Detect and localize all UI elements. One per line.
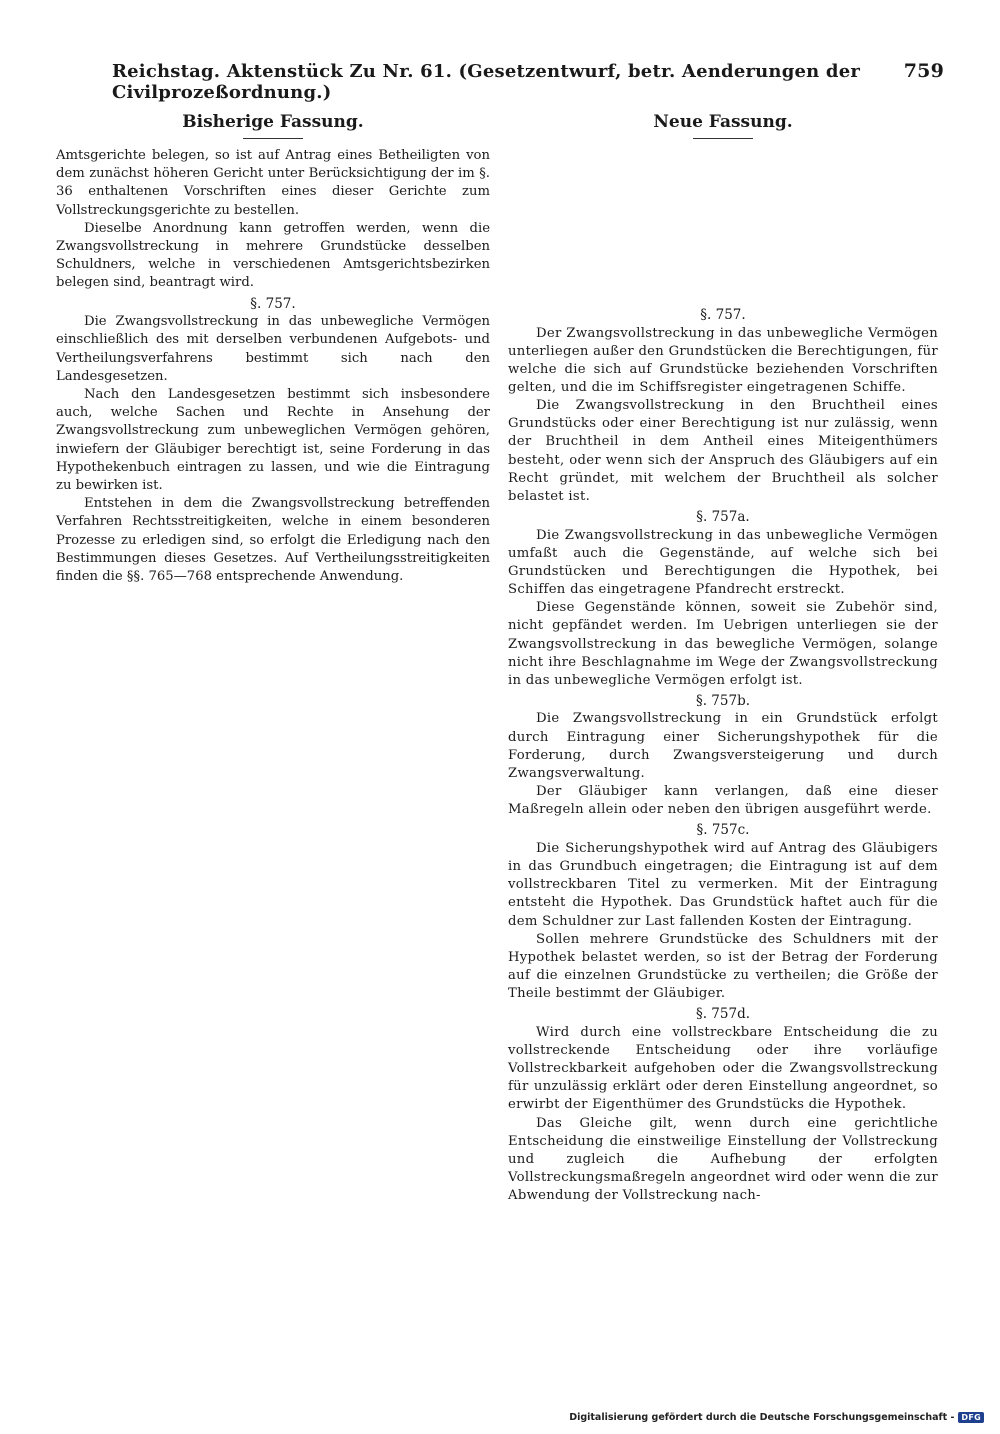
paragraph: Die Zwangsvollstreckung in das unbewegliche Vermögen umfaßt auch die Gegenstände, auf welche sich bei Grundstücken und Berechtigungen die Hypothek, bei Schiffen das eingetragene Pfandrecht erstreckt. — [508, 527, 938, 598]
paragraph: Sollen mehrere Grundstücke des Schuldners mit der Hypothek belastet werden, so ist der Betrag der Forderung auf die einzelnen Grundstücke zu vertheilen; die Größe der Theile bestimmt der Gläubiger. — [508, 931, 938, 1002]
paragraph: Nach den Landesgesetzen bestimmt sich insbesondere auch, welche Sachen und Rechte in Ansehung der Zwangsvollstreckung zum unbeweglichen Vermögen gehören, inwiefern der Gläubiger berechtigt ist, seine Forderung in das Hypothekenbuch eintragen zu lassen, und wie die Eintragung zu bewirken ist. — [56, 386, 490, 493]
paragraph: Wird durch eine vollstreckbare Entscheidung die zu vollstreckende Entscheidung oder ihre vorläufige Vollstreckbarkeit aufgehoben oder die Zwangsvollstreckung für unzulässig erklärt oder deren Einstellung angeordnet, so erwirbt der Eigenthümer des Grundstücks die Hypothek. — [508, 1024, 938, 1113]
section-heading-757b: §. 757b. — [695, 692, 751, 709]
column-new-version — [508, 112, 938, 1205]
section-heading-757c: §. 757c. — [696, 822, 750, 839]
title-rule — [243, 138, 303, 139]
title-rule — [693, 138, 753, 139]
section-heading-757: §. 757. — [700, 307, 746, 323]
column-previous-version — [56, 112, 490, 586]
paragraph: Amtsgerichte belegen, so ist auf Antrag eines Betheiligten von dem zunächst höheren Gericht unter Berücksichtigung der im §. 36 enthaltenen Vorschriften eines dieser Gerichte zum Vollstreckungsgerichte zu bestellen. — [56, 148, 490, 218]
paragraph: Dieselbe Anordnung kann getroffen werden, wenn die Zwangsvollstreckung in mehrere Grundstücke desselben Schuldners, welche in verschiedenen Amtsgerichtsbezirken belegen sind, beantragt wird. — [56, 220, 490, 291]
paragraph: Diese Gegenstände können, soweit sie Zubehör sind, nicht gepfändet werden. Im Uebrigen unterliegen sie der Zwangsvollstreckung in das bewegliche Vermögen, solange nicht ihre Beschlagnahme im Wege der Zwangsvollstreckung in das unbewegliche Vermögen erfolgt ist. — [508, 600, 938, 688]
paragraph: Die Zwangsvollstreckung in ein Grundstück erfolgt durch Eintragung einer Sicherungshypothek für die Forderung, durch Zwangsversteigerung und durch Zwangsverwaltung. — [508, 711, 938, 781]
digitization-footer — [569, 1412, 984, 1423]
page-number: 759 — [903, 60, 944, 82]
column-title-previous: Bisherige Fassung. — [182, 112, 364, 132]
header-title: Reichstag. Aktenstück Zu Nr. 61. (Gesetzentwurf, betr. Aenderungen der Civilprozeßordnung.) — [112, 61, 861, 103]
section-heading-757d: §. 757d. — [695, 1006, 751, 1023]
footer-text: Digitalisierung gefördert durch die Deutsche Forschungsgemeinschaft - — [569, 1412, 955, 1423]
paragraph: Der Gläubiger kann verlangen, daß eine dieser Maßregeln allein oder neben den übrigen ausgeführt werde. — [508, 784, 938, 818]
paragraph: Der Zwangsvollstreckung in das unbewegliche Vermögen unterliegen außer den Grundstücken die Berechtigungen, für welche die sich auf Grundstücke beziehenden Vorschriften gelten, und die im Schiffsregister eingetragenen Schiffe. — [508, 325, 938, 395]
dfg-logo-icon: DFG — [958, 1412, 984, 1423]
paragraph: Die Zwangsvollstreckung in den Bruchtheil eines Grundstücks oder einer Berechtigung ist nur zulässig, wenn der Bruchtheil in dem Antheil eines Miteigenthümers besteht, oder wenn sich der Anspruch des Gläubigers auf ein Recht gründet, mit welchem der Bruchtheil als solcher belastet ist. — [508, 398, 938, 504]
paragraph: Entstehen in dem die Zwangsvollstreckung betreffenden Verfahren Rechtsstreitigkeiten, welche in einem besonderen Prozesse zu erledigen sind, so erfolgt die Erledigung nach den Bestimmungen dieses Gesetzes. Auf Vertheilungsstreitigkeiten finden die §§. 765—768 entsprechende Anwendung. — [56, 496, 490, 584]
paragraph: Das Gleiche gilt, wenn durch eine gerichtliche Entscheidung die einstweilige Einstellung der Vollstreckung und zugleich die Aufhebung der erfolgten Vollstreckungsmaßregeln angeordnet wird oder wenn die zur Abwendung der Vollstreckung nach- — [508, 1115, 938, 1204]
column-spacer — [508, 147, 938, 304]
section-heading-757-old: §. 757. — [250, 295, 296, 312]
section-heading-757a: §. 757a. — [696, 509, 750, 526]
page-header — [112, 60, 944, 103]
column-title-new: Neue Fassung. — [653, 112, 793, 132]
paragraph: Die Zwangsvollstreckung in das unbewegliche Vermögen einschließlich des mit derselben verbundenen Aufgebots- und Vertheilungsverfahrens bestimmt sich nach den Landesgesetzen. — [56, 314, 490, 384]
paragraph: Die Sicherungshypothek wird auf Antrag des Gläubigers in das Grundbuch eingetragen; die Eintragung ist auf dem vollstreckbaren Titel zu vermerken. Mit der Eintragung entsteht die Hypothek. Das Grundstück haftet auch für die dem Schuldner zur Last fallenden Kosten der Eintragung. — [508, 840, 938, 929]
